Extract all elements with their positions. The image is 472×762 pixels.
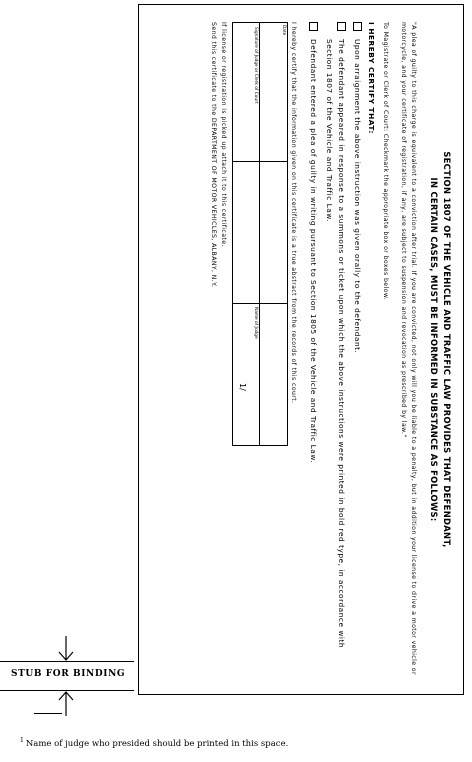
judge-name-field[interactable] [235,311,251,439]
footnote-reference: 1/ [238,383,247,391]
signature-area [228,22,288,677]
checkmark-instruction: To Magistrate or Clerk of Court: Checkmark the appropriate box or boxes below. [382,22,389,301]
certify-statement: I hereby certify that the information given on this certificate is a true abstract from the records of this court. [290,22,297,404]
option-1-text: Upon arraignment the above instruction was given orally to the defendant. [353,39,362,354]
license-note: If license or registration is picked up attach it to this certificate. [220,22,227,247]
option-1-checkbox[interactable] [353,22,362,31]
footnote [20,737,288,749]
option-2-checkbox[interactable] [337,22,346,31]
option-written-plea [307,22,319,677]
option-oral-instruction [351,22,363,677]
stub-label: STUB FOR BINDING [11,669,126,679]
plea-notice: "A plea of guilty to this charge is equivalent to a conviction after trial. If you are convicted, not only will you be liable to a penalty, but in addition your license to drive a motor vehicle or motorcycle, and your certificate of registration, if any, are subject to suspension and revocation as prescribed by law." [400,22,417,675]
certificate-content [138,4,464,695]
heading-line-1: SECTION 1807 OF THE VEHICLE AND TRAFFIC LAW PROVIDES THAT DEFENDANT, [442,151,452,548]
certify-heading: I HEREBY CERTIFY THAT: [367,22,376,135]
date-label: Date [281,25,286,36]
judge-name-label: Name of Judge [253,307,258,339]
signature-table [232,22,288,446]
footnote-text: Name of judge who presided should be printed in this space. [25,738,289,749]
date-field[interactable] [263,31,279,151]
signature-label: Signature of Judge or Clerk of Court [253,27,258,104]
arrow-down-icon [56,636,76,662]
signature-row-divider [259,23,260,445]
signature-divider-1 [233,161,287,162]
heading-line-2: IN CERTAIN CASES, MUST BE INFORMED IN SUBSTANCE AS FOLLOWS: [429,177,439,522]
option-3-text: Defendant entered a plea of guilty in writing pursuant to Section 1805 of the Vehicle and Traffic Law. [309,39,318,464]
footnote-rule [34,713,62,714]
signature-field[interactable] [235,169,251,295]
footnote-mark: 1 [20,737,24,744]
option-summons-ticket [323,22,347,677]
option-3-checkbox[interactable] [309,22,318,31]
option-2-text: The defendant appeared in response to a summons or ticket upon which the above instructions were printed in bold red type, in accordance with Section 1807 of the Vehicle and Traffic Law. [325,39,346,649]
send-note: Send this certificate to the DEPARTMENT OF MOTOR VEHICLES, ALBANY, N.Y. [210,22,217,288]
signature-divider-2 [233,303,287,304]
